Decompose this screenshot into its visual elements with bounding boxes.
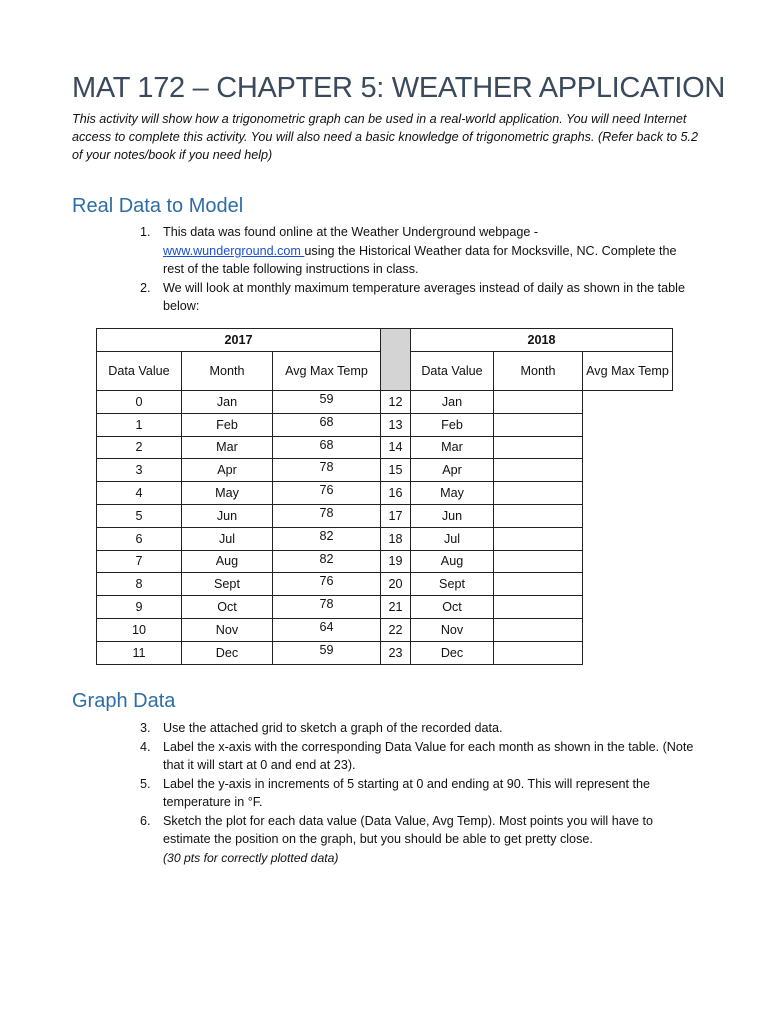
item-text: Label the y-axis in increments of 5 starting at 0 and ending at 90. This will represent the temperature in °F. bbox=[163, 776, 650, 809]
cell-avg-max-temp-2018[interactable] bbox=[494, 618, 583, 641]
cell-avg-max-temp-2017: 82 bbox=[273, 527, 381, 550]
cell-data-value-2018: 12 bbox=[381, 391, 411, 414]
cell-avg-max-temp-2017: 68 bbox=[273, 413, 381, 436]
cell-avg-max-temp-2017: 78 bbox=[273, 596, 381, 619]
cell-data-value-2017: 7 bbox=[97, 550, 182, 573]
cell-month-2017: Oct bbox=[182, 596, 273, 619]
column-header-avg-max-temp: Avg Max Temp bbox=[273, 352, 381, 391]
cell-month-2018: Feb bbox=[411, 413, 494, 436]
cell-data-value-2017: 2 bbox=[97, 436, 182, 459]
cell-month-2017: Mar bbox=[182, 436, 273, 459]
cell-month-2018: Jul bbox=[411, 527, 494, 550]
column-header-data-value: Data Value bbox=[97, 352, 182, 391]
cell-data-value-2017: 5 bbox=[97, 504, 182, 527]
cell-data-value-2018: 17 bbox=[381, 504, 411, 527]
list-item bbox=[130, 738, 700, 775]
cell-month-2018: Apr bbox=[411, 459, 494, 482]
list-number: 1. bbox=[140, 225, 151, 239]
cell-data-value-2017: 10 bbox=[97, 618, 182, 641]
cell-data-value-2018: 13 bbox=[381, 413, 411, 436]
cell-month-2018: Sept bbox=[411, 573, 494, 596]
table-year-row bbox=[97, 329, 673, 352]
cell-avg-max-temp-2017: 82 bbox=[273, 550, 381, 573]
cell-data-value-2017: 11 bbox=[97, 641, 182, 664]
cell-data-value-2017: 6 bbox=[97, 527, 182, 550]
list-item bbox=[130, 719, 700, 738]
instructions-list-2 bbox=[130, 719, 700, 867]
table-row bbox=[97, 504, 673, 527]
column-header-avg-max-temp: Avg Max Temp bbox=[583, 352, 673, 391]
cell-data-value-2018: 22 bbox=[381, 618, 411, 641]
cell-month-2018: Oct bbox=[411, 596, 494, 619]
cell-avg-max-temp-2018[interactable] bbox=[494, 527, 583, 550]
cell-data-value-2017: 8 bbox=[97, 573, 182, 596]
year-2018-header: 2018 bbox=[411, 329, 673, 352]
list-number: 3. bbox=[140, 721, 151, 735]
cell-data-value-2018: 19 bbox=[381, 550, 411, 573]
cell-month-2017: Jun bbox=[182, 504, 273, 527]
cell-avg-max-temp-2018[interactable] bbox=[494, 436, 583, 459]
cell-avg-max-temp-2017: 68 bbox=[273, 436, 381, 459]
list-number: 6. bbox=[140, 813, 151, 828]
cell-month-2017: Dec bbox=[182, 641, 273, 664]
section-heading-real-data: Real Data to Model bbox=[72, 195, 244, 217]
cell-month-2017: Jul bbox=[182, 527, 273, 550]
cell-month-2018: Nov bbox=[411, 618, 494, 641]
table-row bbox=[97, 550, 673, 573]
cell-month-2017: Nov bbox=[182, 618, 273, 641]
column-header-month: Month bbox=[494, 352, 583, 391]
instructions-list-1 bbox=[130, 223, 700, 316]
cell-month-2018: May bbox=[411, 482, 494, 505]
cell-month-2018: Jan bbox=[411, 391, 494, 414]
cell-month-2018: Dec bbox=[411, 641, 494, 664]
cell-avg-max-temp-2018[interactable] bbox=[494, 596, 583, 619]
cell-month-2017: May bbox=[182, 482, 273, 505]
table-row bbox=[97, 573, 673, 596]
cell-data-value-2018: 14 bbox=[381, 436, 411, 459]
cell-avg-max-temp-2018[interactable] bbox=[494, 391, 583, 414]
cell-data-value-2018: 21 bbox=[381, 596, 411, 619]
cell-data-value-2018: 20 bbox=[381, 573, 411, 596]
cell-data-value-2017: 3 bbox=[97, 459, 182, 482]
list-item bbox=[130, 223, 700, 279]
intro-paragraph: This activity will show how a trigonometric graph can be used in a real-world application. You will need Internet access to complete this activity. You will also need a basic knowledge of trigonometric graphs. (Refer back to 5.2 of your notes/book if you need help) bbox=[72, 112, 699, 162]
cell-avg-max-temp-2018[interactable] bbox=[494, 459, 583, 482]
cell-avg-max-temp-2017: 76 bbox=[273, 482, 381, 505]
cell-avg-max-temp-2017: 59 bbox=[273, 391, 381, 414]
cell-data-value-2018: 16 bbox=[381, 482, 411, 505]
section-heading-graph-data: Graph Data bbox=[72, 690, 176, 712]
column-header-data-value: Data Value bbox=[411, 352, 494, 391]
cell-month-2018: Aug bbox=[411, 550, 494, 573]
cell-avg-max-temp-2017: 59 bbox=[273, 641, 381, 664]
cell-avg-max-temp-2018[interactable] bbox=[494, 573, 583, 596]
item-text: Label the x-axis with the corresponding Data Value for each month as shown in the table. (Note that it will start at 0 and end at 23). bbox=[163, 739, 694, 772]
cell-avg-max-temp-2017: 76 bbox=[273, 573, 381, 596]
item-text: We will look at monthly maximum temperature averages instead of daily as shown in the table below: bbox=[163, 280, 685, 313]
cell-avg-max-temp-2017: 78 bbox=[273, 504, 381, 527]
column-header-month: Month bbox=[182, 352, 273, 391]
item-text: using the Historical Weather data for Mocksville, NC. Complete the rest of the table following instructions in class. bbox=[163, 243, 677, 276]
points-note: (30 pts for correctly plotted data) bbox=[163, 850, 339, 865]
item-text: Sketch the plot for each data value (Data Value, Avg Temp). Most points you will have to estimate the position on the graph, but you should be able to get pretty close. bbox=[163, 813, 654, 846]
cell-data-value-2018: 18 bbox=[381, 527, 411, 550]
cell-month-2017: Aug bbox=[182, 550, 273, 573]
cell-month-2018: Jun bbox=[411, 504, 494, 527]
list-number: 2. bbox=[140, 280, 151, 295]
list-item bbox=[130, 775, 700, 812]
cell-avg-max-temp-2018[interactable] bbox=[494, 504, 583, 527]
cell-data-value-2017: 9 bbox=[97, 596, 182, 619]
table-row bbox=[97, 436, 673, 459]
cell-avg-max-temp-2018[interactable] bbox=[494, 550, 583, 573]
list-item bbox=[130, 812, 700, 868]
cell-data-value-2017: 4 bbox=[97, 482, 182, 505]
cell-month-2017: Jan bbox=[182, 391, 273, 414]
year-2017-header: 2017 bbox=[97, 329, 381, 352]
cell-data-value-2017: 0 bbox=[97, 391, 182, 414]
cell-avg-max-temp-2018[interactable] bbox=[494, 482, 583, 505]
cell-data-value-2018: 23 bbox=[381, 641, 411, 664]
cell-avg-max-temp-2017: 78 bbox=[273, 459, 381, 482]
list-number: 4. bbox=[140, 739, 151, 754]
item-text: This data was found online at the Weather Underground webpage - bbox=[163, 225, 539, 239]
table-row bbox=[97, 482, 673, 505]
cell-data-value-2017: 1 bbox=[97, 413, 182, 436]
table-row bbox=[97, 413, 673, 436]
cell-month-2017: Sept bbox=[182, 573, 273, 596]
table-row bbox=[97, 641, 673, 664]
page-title: MAT 172 – CHAPTER 5: WEATHER APPLICATION bbox=[72, 72, 726, 104]
cell-data-value-2018: 15 bbox=[381, 459, 411, 482]
table-spacer-column bbox=[381, 329, 411, 391]
list-number: 5. bbox=[140, 776, 151, 791]
cell-avg-max-temp-2017: 64 bbox=[273, 618, 381, 641]
table-row bbox=[97, 618, 673, 641]
table-row bbox=[97, 459, 673, 482]
table-row bbox=[97, 527, 673, 550]
cell-month-2018: Mar bbox=[411, 436, 494, 459]
temperature-table bbox=[96, 328, 673, 665]
list-item bbox=[130, 279, 700, 316]
table-row bbox=[97, 596, 673, 619]
table-row bbox=[97, 391, 673, 414]
cell-month-2017: Feb bbox=[182, 413, 273, 436]
wunderground-link[interactable]: www.wunderground.com bbox=[163, 243, 305, 258]
cell-month-2017: Apr bbox=[182, 459, 273, 482]
cell-avg-max-temp-2018[interactable] bbox=[494, 641, 583, 664]
item-text: Use the attached grid to sketch a graph of the recorded data. bbox=[163, 721, 503, 735]
cell-avg-max-temp-2018[interactable] bbox=[494, 413, 583, 436]
